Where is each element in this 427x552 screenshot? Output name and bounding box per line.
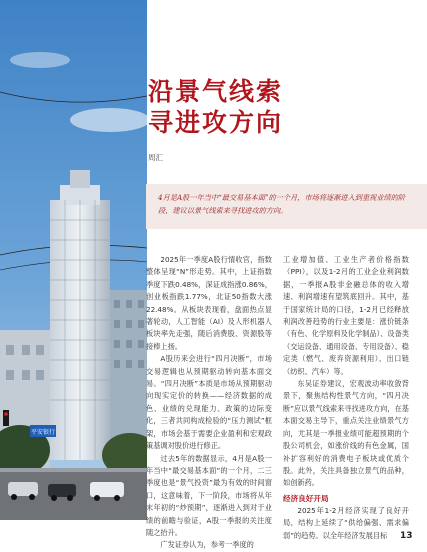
author-byline: 周汇 [148,153,163,162]
paragraph: 2025年1-2月经济实现了良好开局，结构上延续了“供给偏强、需求偏弱”的趋势。以全年经济发展目标 [283,505,409,540]
bank-sign-text: 平安银行 [30,429,56,436]
cityscape-photo [0,0,147,520]
headline [148,76,423,138]
section-subhead: 经济良好开局 [283,493,329,503]
headline-line-2: 寻进攻方向 [148,108,284,137]
paragraph-continued: 工业增加值、工业生产者价格指数（PPI），以及1-2月的工业企业利润数据，一季报A股非金融总体的收入增速、利润增速有望筑底回升。其中，基于国家统计局的口径，1-2月已经释放利润改善趋势的行业主要是：涨价链条（有色、化学原料及化学制品）、设备类（交运设备、通用设备、专用设备）、稳定类（燃气、废弃资源利用）、出口链（纺织、汽车）等。 [283,255,409,376]
right-text-column [283,254,409,542]
paragraph: 过去5年的数据显示，4月是A股一年当中“最交易基本面”的一个月，二三季度也是“景气投资”最为有效的时间窗口，这意味着，下一阶段，市场将从年末年初的“炒预期”，逐渐进入到对于业绩的前瞻与验证，A股一季报的关注度随之抬升。 [146,453,272,537]
page-number: 13 [400,531,413,541]
headline-line-1: 沿景气线索 [148,77,284,106]
paragraph: A股历来会进行“四月决断”，市场交易逻辑也从预期驱动转向基本面交易。“四月决断”本质是市场从预期驱动向现实定价的转换——经济数据的成色、业绩的兑现能力、政策的边际变化，三者共同构成检验的“压力测试”框架，市场会基于需要企业盈利和宏观政策基调对股价进行修正。 [146,354,272,451]
paragraph: 2025年一季度A股行情收官，指数整体呈现“N”形走势。其中，上证指数季度下跌0.48%，深证成指涨0.86%，创业板指跌1.77%，北证50指数大涨22.48%。从板块表现看，盘面热点显著轮动，人工智能（AI）及人形机器人板块率先走强，随后消费股、资源股等接棒上扬。 [146,255,272,351]
paragraph: 广发证券认为，参考一季度的 [160,540,254,550]
paragraph: 东吴证券建议，宏观波动率收敛背景下，聚焦结构性景气方向，“四月决断”应以景气线索来寻找进攻方向，在基本面交易主导下，重点关注业绩景气方向，尤其是一季报业绩可能超预期的个股公司机会，如涨价线的有色金属，国补扩容利好的消费电子板块或优质个股。此外，关注具备独立景气的品种，如创新药。 [283,379,409,488]
left-text-column [146,254,272,552]
lead-summary: 4月是A股一年当中“最交易基本面”的一个月，市场将逐渐进入到重视业绩的阶段，建议以景气线索来寻找进攻的方向。 [146,184,427,229]
